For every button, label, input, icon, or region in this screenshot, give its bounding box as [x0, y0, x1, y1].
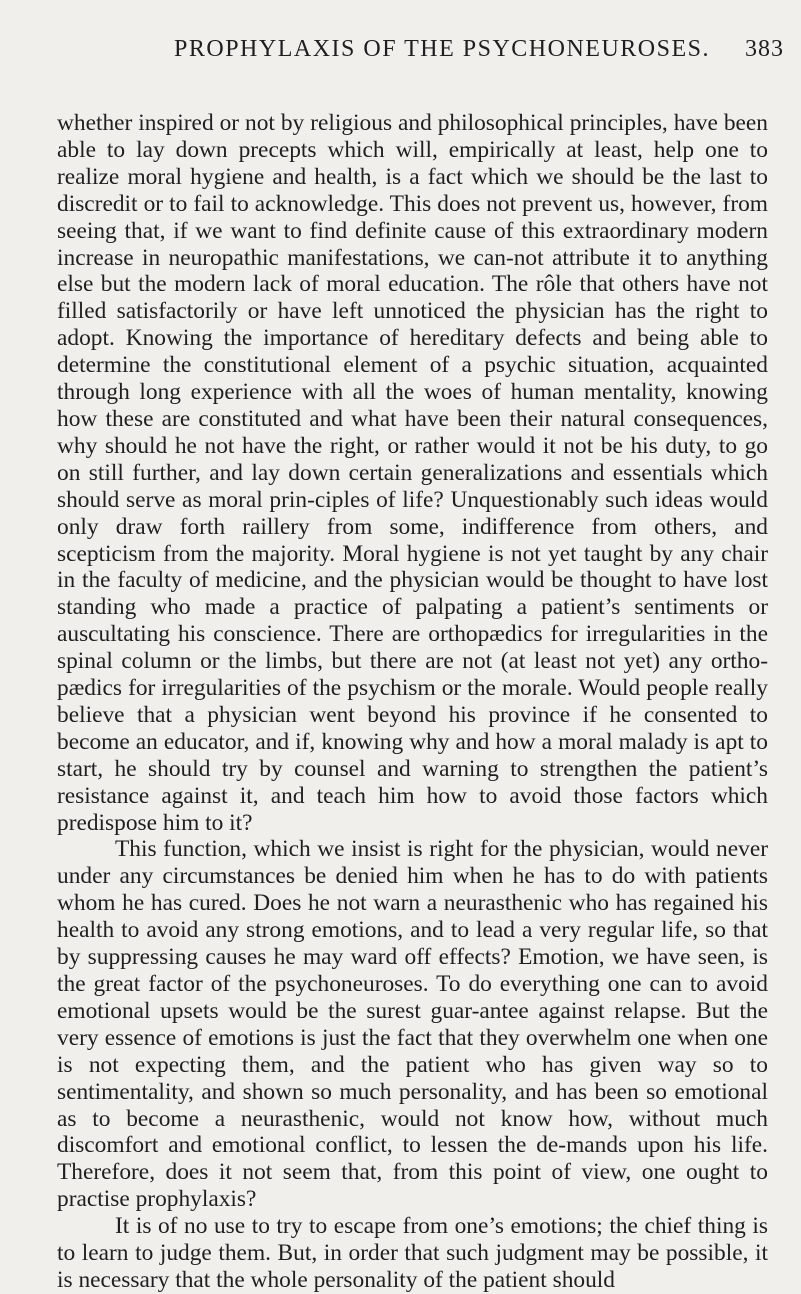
paragraph-3: It is of no use to try to escape from one’s emotions; the chief thing is to learn to judge them. But, in order that such judgment may be possible, it is necessary that the whole personality of the patient should	[57, 1213, 768, 1293]
paragraph-1: whether inspired or not by religious and philosophical principles, have been able to lay down precepts which will, empirically at least, help one to realize moral hygiene and health, is a fact which we should be the last to discredit or to fail to acknowledge. This does not prevent us, however, from seeing that, if we want to find definite cause of this extraordinary modern increase in neuropathic manifestations, we can-not attribute it to anything else but the modern lack of moral education. The rôle that others have not filled satisfactorily or have left unnoticed the physician has the right to adopt. Knowing the importance of hereditary defects and being able to determine the constitutional element of a psychic situation, acquainted through long experience with all the woes of human mentality, knowing how these are constituted and what have been their natural consequences, why should he not have the right, or rather would it not be his duty, to go on still further, and lay down certain generalizations and essentials which should serve as moral prin-ciples of life? Unquestionably such ideas would only draw forth raillery from some, indifference from others, and scepticism from the majority. Moral hygiene is not yet taught by any chair in the faculty of medicine, and the physician would be thought to have lost standing who made a practice of palpating a patient’s sentiments or auscultating his conscience. There are orthopædics for irregularities in the spinal column or the limbs, but there are not (at least not yet) any ortho-pædics for irregularities of the psychism or the morale. Would people really believe that a physician went beyond his province if he consented to become an educator, and if, knowing why and how a moral malady is apt to start, he should try by counsel and warning to strengthen the patient’s resistance against it, and teach him how to avoid those factors which predispose him to it?	[57, 110, 768, 836]
running-title: PROPHYLAXIS OF THE PSYCHONEUROSES.	[174, 36, 710, 62]
body-text	[57, 110, 768, 1294]
paragraph-2: This function, which we insist is right for the physician, would never under any circumstances be denied him when he has to do with patients whom he has cured. Does he not warn a neurasthenic who has regained his health to avoid any strong emotions, and to lead a very regular life, so that by suppressing causes he may ward off effects? Emotion, we have seen, is the great factor of the psychoneuroses. To do everything one can to avoid emotional upsets would be the surest guar-antee against relapse. But the very essence of emotions is just the fact that they overwhelm one when one is not expecting them, and the patient who has given way so to sentimentality, and shown so much personality, and has been so emotional as to become a neurasthenic, would not know how, without much discomfort and emotional conflict, to lessen the de-mands upon his life. Therefore, does it not seem that, from this point of view, one ought to practise prophylaxis?	[57, 836, 768, 1213]
running-head	[60, 30, 784, 74]
page-number: 383	[745, 36, 784, 62]
